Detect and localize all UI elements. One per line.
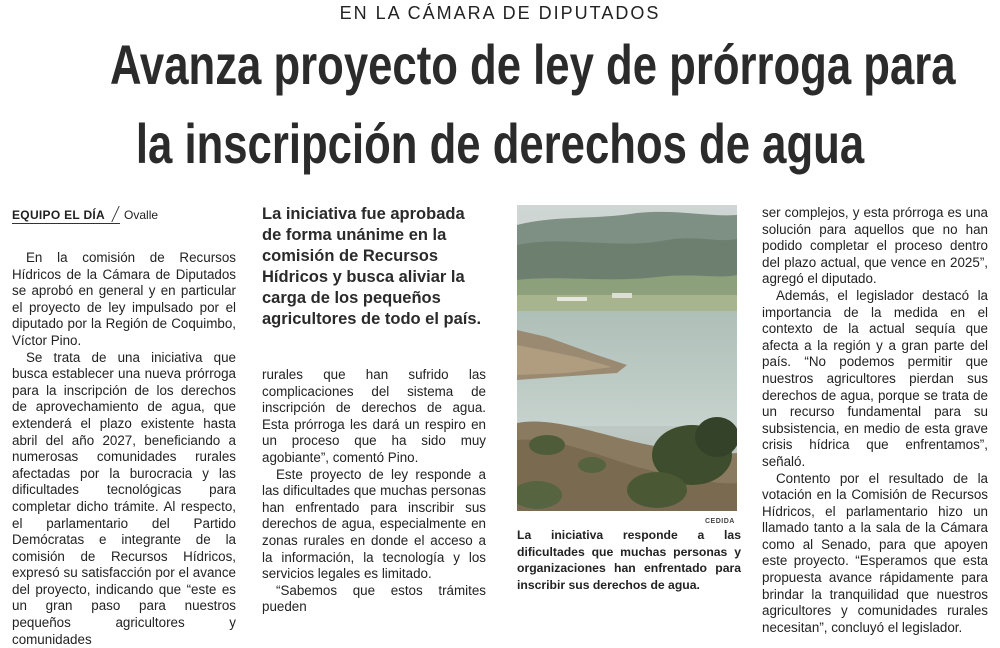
byline-location: Ovalle [124,208,159,222]
paragraph: Contento por el resultado de la votación en la Comisión de Recursos Hídricos, el parlamentario hizo un llamado tanto a la sala de la Cámara como al Senado, para que apoyen este proyecto. “Esperamos que esta propuesta avance rápidamente para brindar la tranquilidad que nuestros agricultores y comunidades rurales necesitan”, concluyó el legislador. [762,470,988,635]
byline-divider [111,206,119,222]
paragraph: ser complejos, y esta prórroga es una solución para aquellos que no han podido completar el proceso dentro del plazo actual, que vence en 2025”, agregó el diputado. [762,205,988,287]
paragraph: Se trata de una iniciativa que busca establecer una nueva prórroga para la inscripción de los derechos de aprovechamiento de agua, que extenderá el plazo existente hasta abril del año 2027, beneficiando a numerosas comunidades rurales afectadas por la burocracia y las dificultades tecnológicas para completar dicho trámite. Al respecto, el parlamentario del Partido Demócratas e integrante de la comisión de Recursos Hídricos, expresó su satisfacción por el avance del proyecto, indicando que “este es un gran paso para nuestros pequeños agricultores y comunidades [12,349,236,647]
photo-credit: CEDIDA [705,518,735,525]
paragraph: “Sabemos que estos trámites pueden [262,582,486,615]
byline-rule [12,223,120,224]
headline-line-2: la inscripción de derechos de agua [135,112,865,175]
article-column-3 [762,205,988,636]
byline-author: EQUIPO EL DÍA [12,208,106,222]
photo-caption: La iniciativa responde a las dificultades que muchas personas y organizaciones han enfrentado para inscribir sus derechos de agua. [517,528,741,592]
article-column-1 [12,250,236,648]
section-kicker: EN LA CÁMARA DE DIPUTADOS [339,3,661,23]
reservoir-landscape-image [517,205,737,511]
byline [12,206,158,222]
headline-line-1: Avanza proyecto de ley de prórroga para [110,33,956,96]
paragraph: Este proyecto de ley responde a las dificultades que muchas personas han enfrentado para inscribir sus derechos de agua, especialmente en zonas rurales en donde el acceso a la información, la tecnología y los servicios legales es limitado. [262,466,486,582]
paragraph: En la comisión de Recursos Hídricos de la Cámara de Diputados se aprobó en general y en particular el proyecto de ley impulsado por el diputado por la Región de Coquimbo, Víctor Pino. [12,250,236,348]
paragraph: rurales que han sufrido las complicaciones del sistema de inscripción de derechos de agua. Esta prórroga les dará un respiro en un proceso que ha sido muy agobiante”, comentó Pino. [262,367,486,465]
paragraph: Además, el legislador destacó la importancia de la medida en el contexto de la actual sequía que afecta a la región y a gran parte del país. “No podemos permitir que nuestros agricultores pierdan sus derechos de agua, porque se trata de un recurso fundamental para su subsistencia, en medio de esta grave crisis hídrica que enfrentamos”, señaló. [762,287,988,469]
article-photo [517,205,737,511]
pull-quote: La iniciativa fue aprobada de forma unánime en la comisión de Recursos Hídricos y busca aliviar la carga de los pequeños agricultores de todo el país. [262,205,482,328]
